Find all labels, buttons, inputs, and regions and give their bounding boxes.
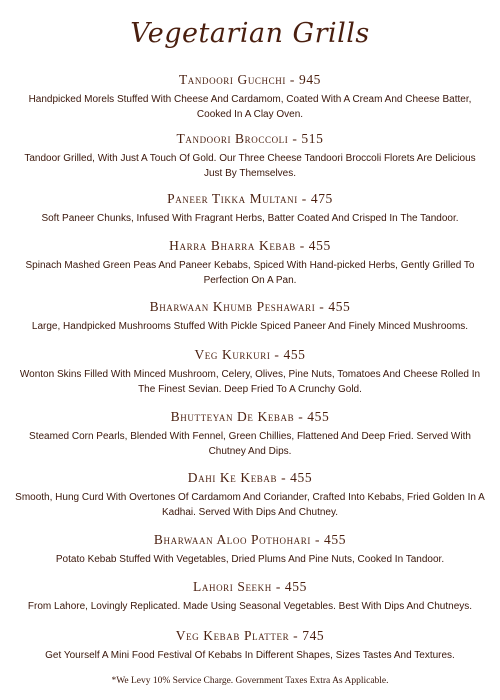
- menu-item: [0, 470, 500, 520]
- item-name: Tandoori Guchchi: [178, 72, 286, 87]
- item-description: Smooth, Hung Curd With Overtones Of Cardamom And Coriander, Crafted Into Kebabs, Fried Golden In A Kadhai. Served With Dips And Chutney.: [15, 492, 485, 518]
- item-description: Large, Handpicked Mushrooms Stuffed With Pickle Spiced Paneer And Finely Minced Mushrooms.: [31, 321, 469, 332]
- item-name-price: Dahi Ke Kebab - 455: [187, 470, 313, 485]
- item-price: 455: [324, 532, 347, 547]
- item-name: Paneer Tikka Multani: [167, 191, 298, 206]
- menu-item: [0, 131, 500, 181]
- item-price: 945: [298, 72, 322, 87]
- item-description: Potato Kebab Stuffed With Vegetables, Dried Plums And Pine Nuts, Cooked In Tandoor.: [55, 554, 445, 565]
- item-description: Get Yourself A Mini Food Festival Of Kebabs In Different Shapes, Sizes Tastes And Textures.: [45, 650, 455, 661]
- item-name-price: Paneer Tikka Multani - 475: [167, 191, 333, 206]
- item-name-price: Bharwaan Aloo Pothohari - 455: [153, 532, 347, 547]
- menu-item: [0, 532, 500, 568]
- item-name: Veg Kurkuri: [194, 347, 271, 362]
- item-name-price: Lahori Seekh - 455: [193, 579, 307, 594]
- menu-item: [0, 579, 500, 615]
- item-description: Handpicked Morels Stuffed With Cheese And Cardamom, Coated With A Cream And Cheese Batter, Cooked In A Clay Oven.: [28, 94, 472, 120]
- service-charge-note: *We Levy 10% Service Charge. Government Taxes Extra As Applicable.: [111, 676, 389, 686]
- item-name-price: Tandoori Guchchi - 945: [178, 72, 322, 87]
- menu-item: [0, 191, 500, 227]
- item-name: Bhutteyan De Kebab: [170, 409, 295, 424]
- item-name: Harra Bharra Kebab: [169, 238, 296, 253]
- menu-item: [0, 238, 500, 288]
- item-name: Veg Kebab Platter: [175, 628, 290, 643]
- item-price: 455: [308, 238, 331, 253]
- menu-item: [0, 628, 500, 664]
- item-price: 455: [284, 579, 307, 594]
- item-description: Wonton Skins Filled With Minced Mushroom, Celery, Olives, Pine Nuts, Tomatoes And Cheese Rolled In The Finest Sevian. Deep Fried To A Crunchy Gold.: [19, 369, 481, 395]
- item-description: From Lahore, Lovingly Replicated. Made Using Seasonal Vegetables. Best With Dips And Chutneys.: [27, 601, 473, 612]
- menu-item: [0, 409, 500, 459]
- item-name-price: Veg Kurkuri - 455: [194, 347, 306, 362]
- item-description: Spinach Mashed Green Peas And Paneer Kebabs, Spiced With Hand-picked Herbs, Gently Grilled To Perfection On A Pan.: [25, 260, 475, 286]
- item-name: Dahi Ke Kebab: [187, 470, 278, 485]
- item-name-price: Veg Kebab Platter - 745: [175, 628, 325, 643]
- item-price: 455: [307, 409, 330, 424]
- item-description: Soft Paneer Chunks, Infused With Fragrant Herbs, Batter Coated And Crisped In The Tandoor.: [41, 213, 459, 224]
- item-price: 455: [290, 470, 313, 485]
- item-name: Lahori Seekh: [193, 579, 272, 594]
- item-price: 455: [283, 347, 306, 362]
- item-name: Bharwaan Khumb Peshawari: [149, 299, 316, 314]
- item-price: 455: [328, 299, 351, 314]
- item-name-price: Tandoori Broccoli - 515: [176, 131, 324, 146]
- item-price: 745: [302, 628, 325, 643]
- item-name: Tandoori Broccoli: [176, 131, 289, 146]
- item-description: Steamed Corn Pearls, Blended With Fennel, Green Chillies, Flattened And Deep Fried. Served With Chutney And Dips.: [29, 431, 471, 457]
- menu-item: [0, 72, 500, 122]
- item-description: Tandoor Grilled, With Just A Touch Of Gold. Our Three Cheese Tandoori Broccoli Florets Are Delicious Just By Themselves.: [24, 153, 476, 179]
- menu-title: Vegetarian Grills: [130, 18, 370, 49]
- item-name: Bharwaan Aloo Pothohari: [153, 532, 311, 547]
- item-price: 515: [301, 131, 324, 146]
- item-name-price: Harra Bharra Kebab - 455: [169, 238, 331, 253]
- item-name-price: Bhutteyan De Kebab - 455: [170, 409, 330, 424]
- menu-item: [0, 299, 500, 335]
- menu-item: [0, 347, 500, 397]
- item-price: 475: [310, 191, 333, 206]
- item-name-price: Bharwaan Khumb Peshawari - 455: [149, 299, 351, 314]
